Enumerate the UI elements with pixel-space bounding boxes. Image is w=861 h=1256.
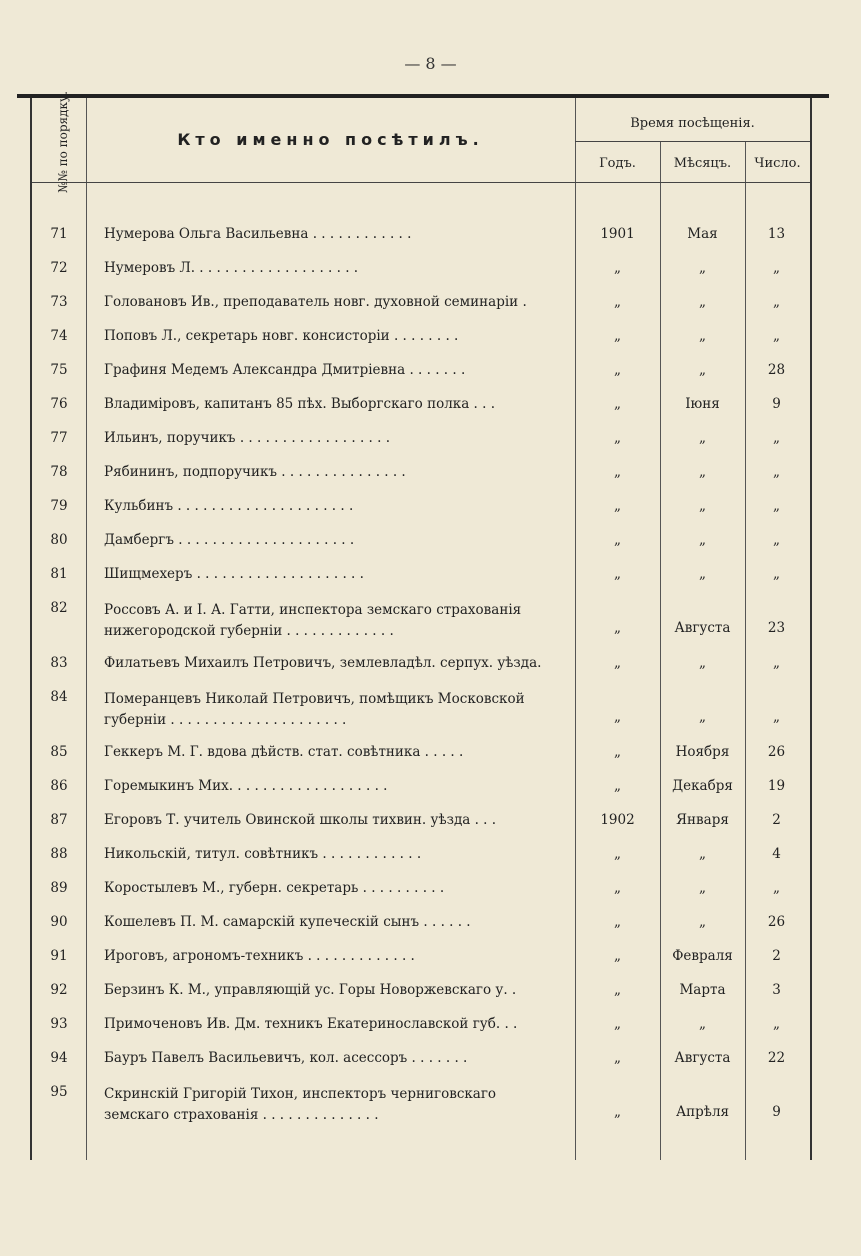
row-number: 81 (50, 566, 68, 582)
table-row (32, 562, 810, 596)
visit-year: „ (614, 1016, 621, 1032)
header-number-column (40, 91, 86, 193)
visit-day: 9 (772, 1104, 781, 1120)
visit-day: „ (773, 532, 780, 548)
visit-year: „ (614, 880, 621, 896)
visitor-table (30, 91, 812, 1160)
visitor-name: Померанцевъ Николай Петровичъ, помѣщикъ Московской губерніи . . . . . . . . . . . . . . . . . . . . . (104, 691, 525, 728)
visit-month: Августа (674, 620, 731, 636)
visit-month: „ (699, 846, 706, 862)
row-number: 94 (50, 1050, 68, 1066)
visitor-name: Бауръ Павелъ Васильевичъ, кол. асессоръ . . . . . . . (104, 1050, 468, 1066)
visit-year: „ (614, 982, 621, 998)
page-number: — 8 — (404, 54, 457, 73)
row-number: 86 (50, 778, 68, 794)
visit-month: „ (699, 532, 706, 548)
table-row (32, 222, 810, 256)
visitor-name: Ильинъ, поручикъ . . . . . . . . . . . . . . . . . . (104, 430, 391, 446)
visitor-name: Берзинъ К. М., управляющій ус. Горы Новоржевскаго у. . (104, 982, 517, 998)
visitor-name: Россовъ А. и І. А. Гатти, инспектора земскаго страхованія нижегородской губерніи . . . . . . . . . . . . . (104, 602, 522, 639)
visitor-name: Владиміровъ, капитанъ 85 пѣх. Выборгскаго полка . . . (104, 396, 496, 412)
visit-day: „ (773, 464, 780, 480)
table-row (32, 808, 810, 842)
header-divider (32, 182, 810, 183)
visit-year: „ (614, 948, 621, 964)
table-row (32, 358, 810, 392)
table-row (32, 978, 810, 1012)
visit-year: „ (614, 655, 621, 671)
visit-month: „ (699, 1016, 706, 1032)
visit-month: Января (676, 812, 729, 828)
visit-month: Марта (679, 982, 726, 998)
visit-month: Августа (674, 1050, 731, 1066)
visit-month: „ (699, 566, 706, 582)
visit-year: „ (614, 396, 621, 412)
row-number: 74 (50, 328, 68, 344)
visit-year: 1901 (600, 226, 635, 242)
visit-day: 19 (767, 778, 786, 794)
visit-day: „ (773, 430, 780, 446)
table-row (32, 494, 810, 528)
row-number: 77 (50, 430, 68, 446)
visit-year: „ (614, 846, 621, 862)
header-month-label: Мѣсяцъ. (673, 156, 732, 171)
row-number: 92 (50, 982, 68, 998)
row-number: 88 (50, 846, 68, 862)
visitor-name: Рябининъ, подпоручикъ . . . . . . . . . . . . . . . (104, 464, 406, 480)
visit-month: „ (699, 430, 706, 446)
row-number: 73 (50, 294, 68, 310)
header-who-label: Кто именно посѣтилъ. (177, 130, 484, 149)
visit-year: „ (614, 1104, 621, 1120)
visit-day: 9 (772, 396, 781, 412)
table-row (32, 685, 810, 740)
visit-day: „ (773, 260, 780, 276)
visit-month: Іюня (685, 396, 720, 412)
visit-year: „ (614, 709, 621, 725)
visit-year: „ (614, 1050, 621, 1066)
visitor-name: Кульбинъ . . . . . . . . . . . . . . . . . . . . . (104, 498, 354, 514)
visit-day: „ (773, 709, 780, 725)
visitor-name: Примоченовъ Ив. Дм. техникъ Екатеринославской губ. . . (104, 1016, 518, 1032)
visit-year: „ (614, 620, 621, 636)
row-number: 89 (50, 880, 68, 896)
row-number: 76 (50, 396, 68, 412)
visitor-name: Поповъ Л., секретарь новг. консисторіи . . . . . . . . (104, 328, 459, 344)
table-row (32, 290, 810, 324)
visit-day: 3 (772, 982, 781, 998)
table-row (32, 324, 810, 358)
visit-year: „ (614, 464, 621, 480)
visitor-name: Филатьевъ Михаилъ Петровичъ, землевладѣл. серпух. уѣзда. (104, 655, 542, 671)
visit-year: „ (614, 430, 621, 446)
visit-year: „ (614, 566, 621, 582)
visit-month: „ (699, 362, 706, 378)
visit-month: Ноября (675, 744, 730, 760)
row-number: 79 (50, 498, 68, 514)
table-row (32, 392, 810, 426)
visit-month: „ (699, 498, 706, 514)
visitor-name: Графиня Медемъ Александра Дмитріевна . . . . . . . (104, 362, 466, 378)
visitor-name: Коростылевъ М., губерн. секретарь . . . . . . . . . . (104, 880, 445, 896)
visit-month: „ (699, 294, 706, 310)
table-row (32, 596, 810, 651)
table-row (32, 460, 810, 494)
visit-month: „ (699, 880, 706, 896)
visit-month: Февраля (672, 948, 733, 964)
table-row (32, 528, 810, 562)
visit-year: „ (614, 914, 621, 930)
table-row (32, 842, 810, 876)
header-day-label: Число. (754, 156, 801, 171)
visit-year: „ (614, 532, 621, 548)
visit-month: „ (699, 655, 706, 671)
table-row (32, 1012, 810, 1046)
visit-day: „ (773, 498, 780, 514)
visitor-name: Шищмехеръ . . . . . . . . . . . . . . . . . . . . (104, 566, 364, 582)
visit-year: „ (614, 778, 621, 794)
visitor-name: Головановъ Ив., преподаватель новг. духовной семинаріи . (104, 294, 527, 310)
header-time-label: Время посѣщенія. (630, 116, 755, 131)
row-number: 85 (50, 744, 68, 760)
table-row (32, 1046, 810, 1080)
row-number: 91 (50, 948, 68, 964)
visit-day: 22 (767, 1050, 786, 1066)
visit-year: „ (614, 328, 621, 344)
visitor-name: Нумеровъ Л. . . . . . . . . . . . . . . . . . . . (104, 260, 359, 276)
visit-month: Мая (687, 226, 718, 242)
visit-month: „ (699, 914, 706, 930)
visitor-name: Ироговъ, агрономъ-техникъ . . . . . . . . . . . . . (104, 948, 415, 964)
visit-year: „ (614, 260, 621, 276)
table-row (32, 774, 810, 808)
visit-month: „ (699, 260, 706, 276)
row-number: 75 (50, 362, 68, 378)
visit-month: Апрѣля (675, 1104, 730, 1120)
visit-day: „ (773, 880, 780, 896)
row-number: 82 (50, 600, 68, 616)
table-row (32, 426, 810, 460)
visit-day: „ (773, 328, 780, 344)
visit-day: 28 (767, 362, 786, 378)
visit-month: Декабря (672, 778, 733, 794)
table-row (32, 876, 810, 910)
visit-day: 2 (772, 812, 781, 828)
visit-day: 23 (767, 620, 786, 636)
row-number: 78 (50, 464, 68, 480)
visit-day: 2 (772, 948, 781, 964)
visit-day: „ (773, 294, 780, 310)
header-year-label: Годъ. (599, 156, 636, 171)
visitor-name: Никольскій, титул. совѣтникъ . . . . . . . . . . . . (104, 846, 422, 862)
row-number: 80 (50, 532, 68, 548)
table-row (32, 1080, 810, 1135)
visit-year: „ (614, 294, 621, 310)
visit-day: 4 (772, 846, 781, 862)
row-number: 83 (50, 655, 68, 671)
visit-month: „ (699, 709, 706, 725)
visitor-name: Егоровъ Т. учитель Овинской школы тихвин. уѣзда . . . (104, 812, 497, 828)
table-row (32, 944, 810, 978)
row-number: 84 (50, 689, 68, 705)
table-row (32, 651, 810, 685)
visitor-name: Горемыкинъ Мих. . . . . . . . . . . . . . . . . . . (104, 778, 388, 794)
visitor-name: Скринскій Григорій Тихон, инспекторъ черниговскаго земскаго страхованія . . . . . . . . . . . . . . (104, 1086, 497, 1123)
visit-year: „ (614, 498, 621, 514)
visit-day: 26 (767, 744, 786, 760)
table-row (32, 910, 810, 944)
table-body (32, 222, 810, 1135)
visitor-name: Дамбергъ . . . . . . . . . . . . . . . . . . . . . (104, 532, 355, 548)
row-number: 71 (50, 226, 68, 242)
visit-year: 1902 (600, 812, 635, 828)
visitor-name: Геккеръ М. Г. вдова дѣйств. стат. совѣтника . . . . . (104, 744, 464, 760)
visit-day: 13 (767, 226, 786, 242)
visit-day: „ (773, 655, 780, 671)
table-row (32, 740, 810, 774)
visitor-name: Кошелевъ П. М. самарскій купеческій сынъ . . . . . . (104, 914, 471, 930)
row-number: 95 (50, 1084, 68, 1100)
visitor-name: Нумерова Ольга Васильевна . . . . . . . . . . . . (104, 226, 412, 242)
row-number: 90 (50, 914, 68, 930)
header-number-label: №№ по порядку. (56, 91, 70, 193)
visit-year: „ (614, 744, 621, 760)
row-number: 87 (50, 812, 68, 828)
visit-day: „ (773, 566, 780, 582)
visit-day: „ (773, 1016, 780, 1032)
visit-day: 26 (767, 914, 786, 930)
visit-month: „ (699, 328, 706, 344)
header-subdivider (575, 141, 810, 142)
visit-month: „ (699, 464, 706, 480)
table-row (32, 256, 810, 290)
row-number: 93 (50, 1016, 68, 1032)
row-number: 72 (50, 260, 68, 276)
visit-year: „ (614, 362, 621, 378)
